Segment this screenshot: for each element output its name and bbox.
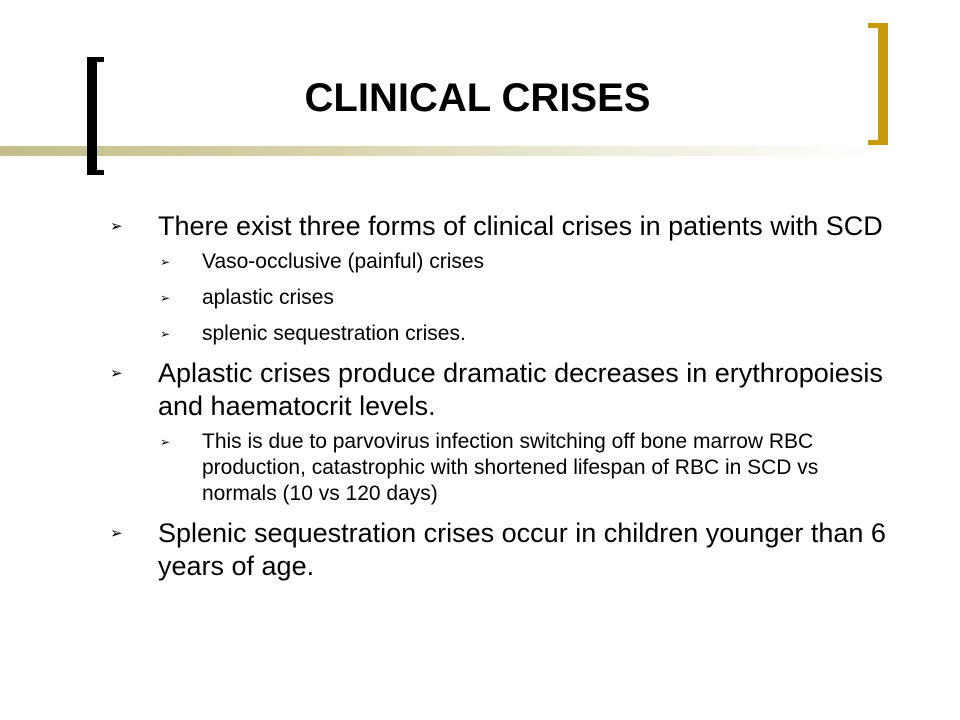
arrow-bullet-icon: ➢ <box>110 364 123 382</box>
bullet-item-text: Splenic sequestration crises occur in children younger than 6 years of age. <box>158 518 886 581</box>
sub-bullet-item-2-1 <box>108 429 888 507</box>
bullet-item-3 <box>108 517 888 583</box>
title-underline-bar <box>0 146 870 156</box>
sub-bullet-item-text: This is due to parvovirus infection switching off bone marrow RBC production, catastrophic with shortened lifespan of RBC in SCD vs normals (10 vs 120 days) <box>202 430 819 505</box>
bullet-item-2 <box>108 357 888 423</box>
sub-bullet-item-1-3 <box>108 321 888 347</box>
bullet-item-1 <box>108 210 888 243</box>
right-bracket-decoration <box>868 23 888 145</box>
arrow-bullet-icon: ➢ <box>160 435 171 449</box>
sub-bullet-item-text: aplastic crises <box>202 286 334 309</box>
bullet-item-text: There exist three forms of clinical crises in patients with SCD <box>158 211 883 241</box>
sub-bullet-item-1-1 <box>108 249 888 275</box>
arrow-bullet-icon: ➢ <box>110 217 123 235</box>
arrow-bullet-icon: ➢ <box>110 524 123 542</box>
sub-bullet-item-1-2 <box>108 285 888 311</box>
sub-bullet-item-text: Vaso-occlusive (painful) crises <box>202 250 485 273</box>
bullet-list <box>108 210 888 589</box>
slide-title: CLINICAL CRISES <box>304 76 651 120</box>
sub-bullet-item-text: splenic sequestration crises. <box>202 322 466 345</box>
bullet-item-text: Aplastic crises produce dramatic decreases in erythropoiesis and haematocrit levels. <box>158 358 883 421</box>
arrow-bullet-icon: ➢ <box>160 327 171 341</box>
arrow-bullet-icon: ➢ <box>160 255 171 269</box>
arrow-bullet-icon: ➢ <box>160 291 171 305</box>
